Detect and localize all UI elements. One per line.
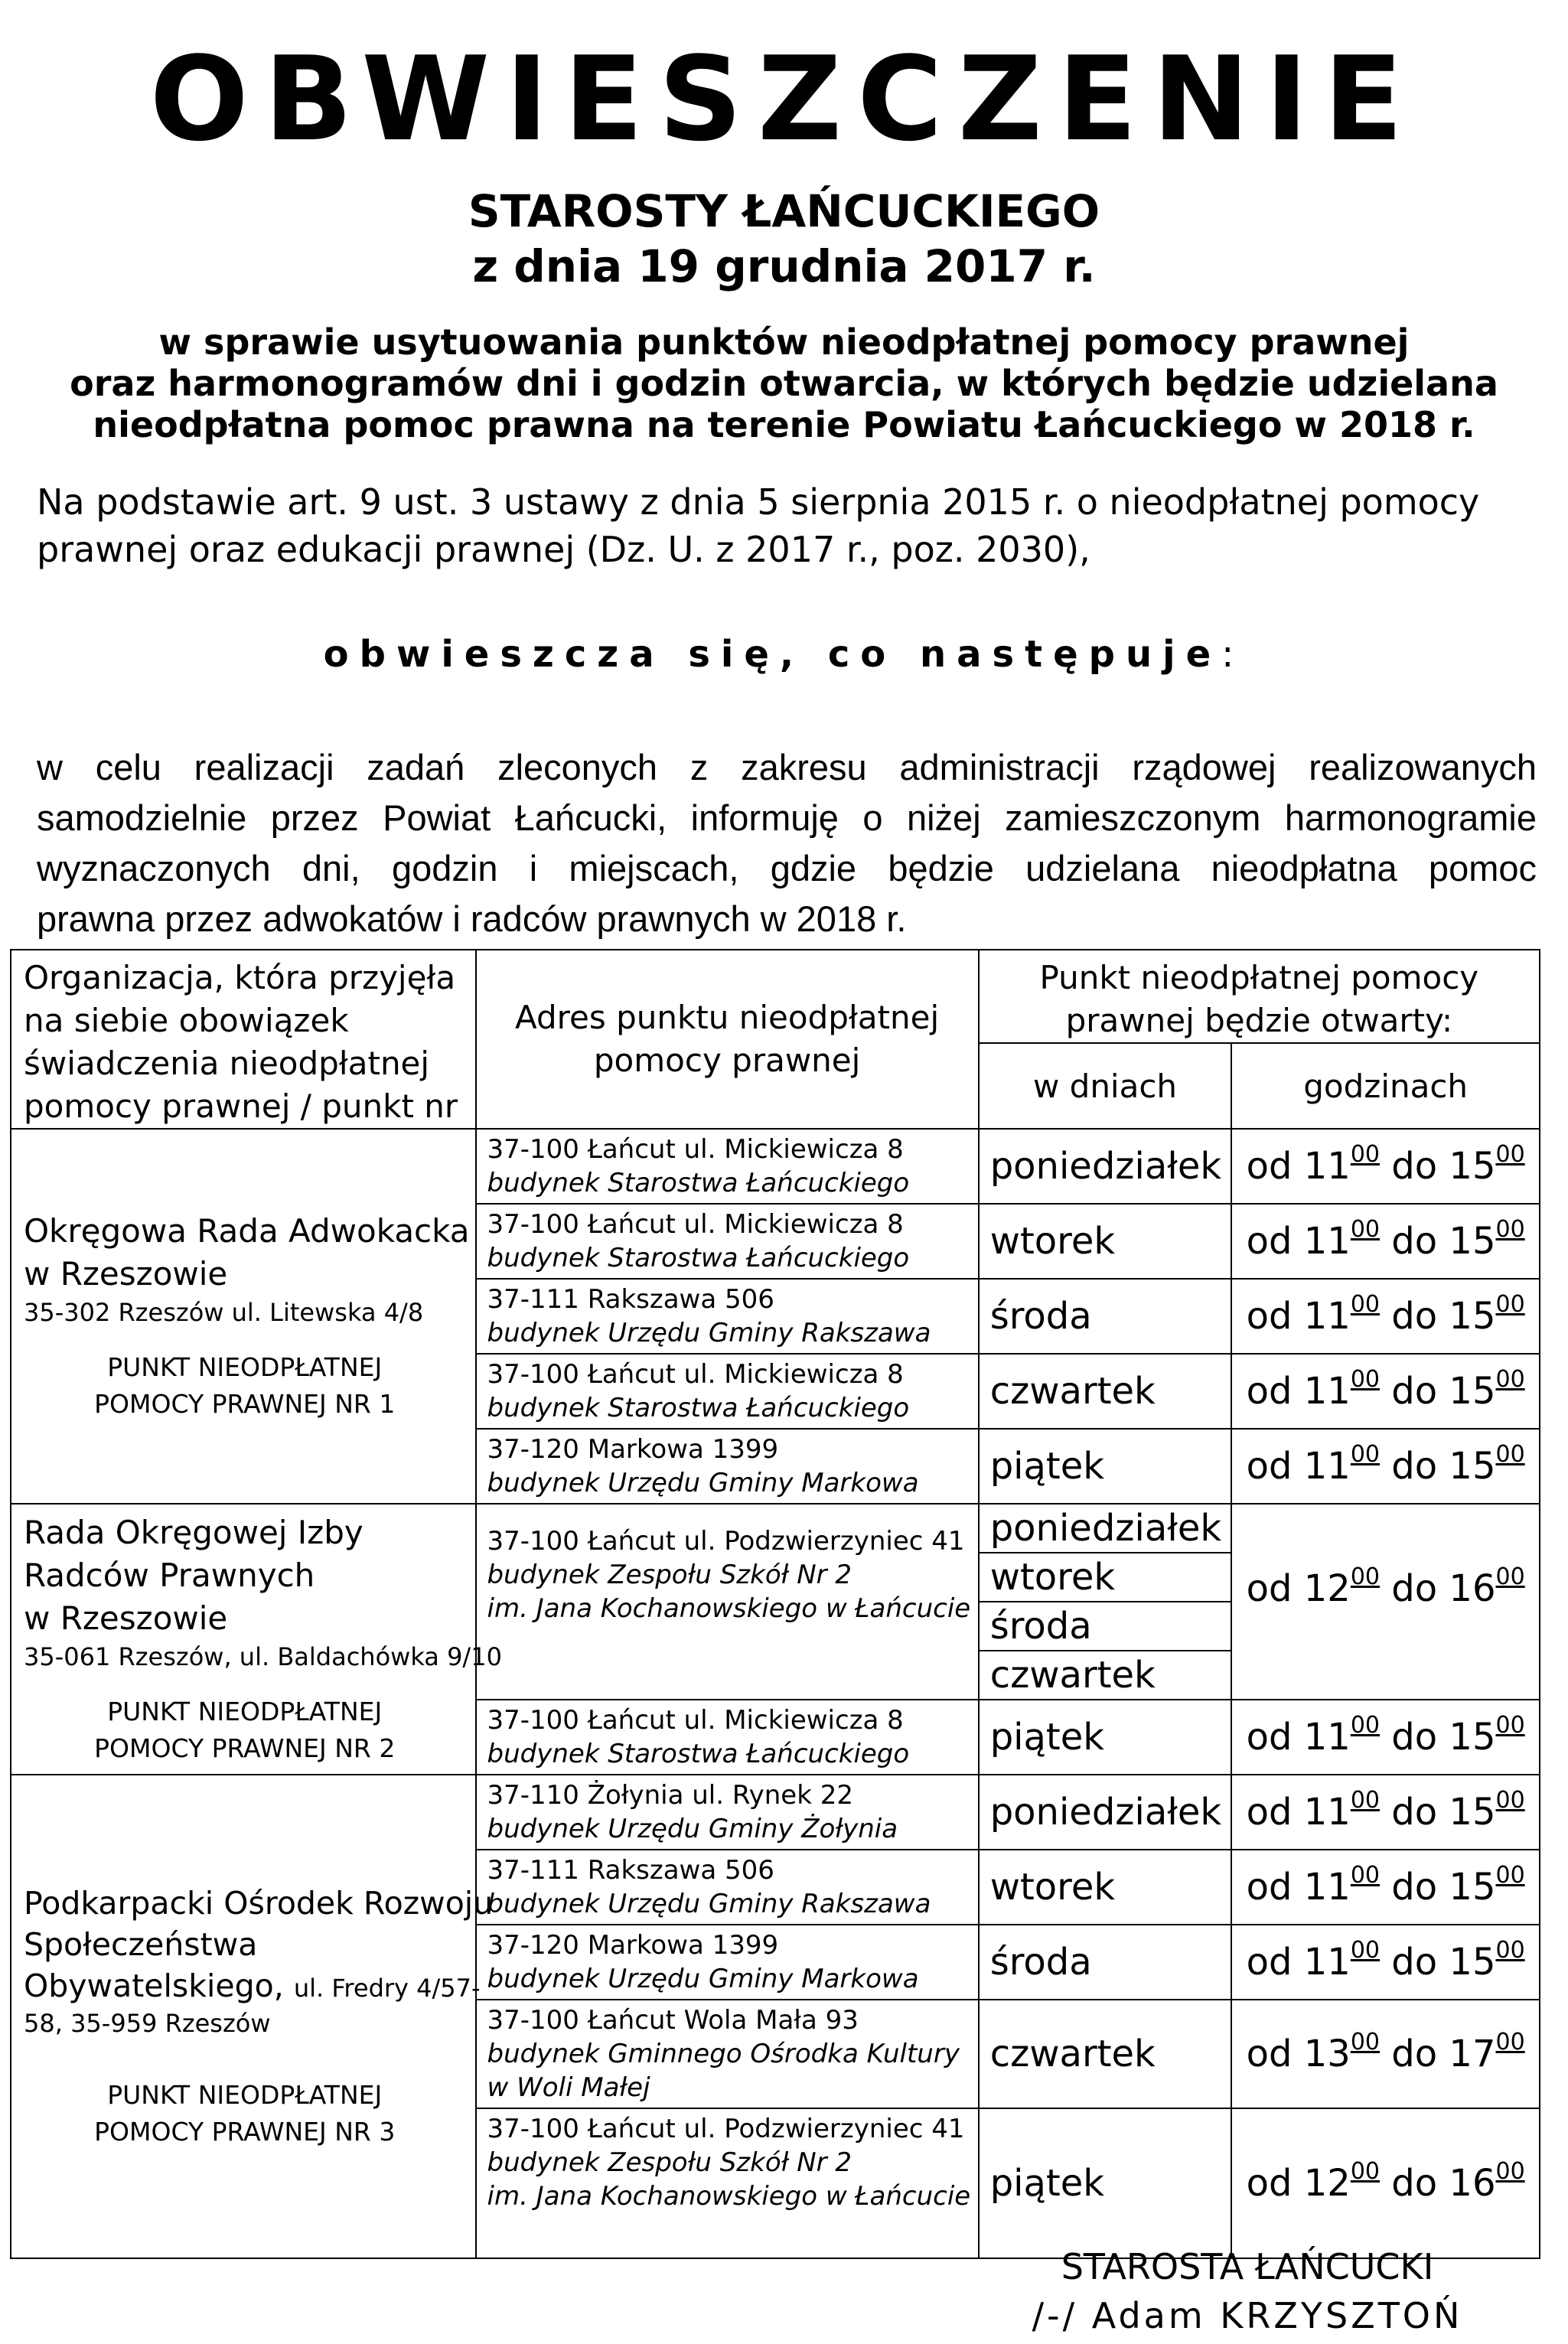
organization-name-address xyxy=(24,1965,481,2007)
hours-cell xyxy=(1231,2108,1540,2258)
location-building: budynek Urzędu Gminy Markowa xyxy=(487,1468,919,1498)
day-cell: środa xyxy=(979,1925,1232,2000)
header-line: pomocy prawnej / punkt nr xyxy=(24,1087,458,1125)
point-line: POMOCY PRAWNEJ NR 2 xyxy=(94,1733,396,1763)
hours-word: od xyxy=(1246,1220,1293,1263)
header-days: w dniach xyxy=(979,1043,1232,1129)
hours-minutes: 00 xyxy=(1495,1441,1525,1468)
subject-line: nieodpłatna pomoc prawna na terenie Powiatu Łańcuckiego w 2018 r. xyxy=(93,404,1475,445)
day-cell: czwartek xyxy=(989,1654,1156,1697)
document-date: z dnia 19 grudnia 2017 r. xyxy=(472,240,1096,292)
hours-minutes: 00 xyxy=(1495,1563,1525,1590)
hours-to: 15 xyxy=(1449,1445,1496,1488)
legal-basis-line: Na podstawie art. 9 ust. 3 ustawy z dnia 5 sierpnia 2015 r. o nieodpłatnej pomocy xyxy=(37,481,1480,523)
intro-line: samodzielnie przez Powiat Łańcucki, informuję o niżej zamieszczonym harmonogramie xyxy=(37,797,1537,838)
header-row xyxy=(11,950,1540,1043)
hours-cell xyxy=(1231,1354,1540,1429)
hours-minutes: 00 xyxy=(1495,1291,1525,1318)
hours-word: od xyxy=(1246,1716,1293,1759)
announcement-colon: : xyxy=(1221,633,1245,676)
location-cell xyxy=(476,1925,979,2000)
organization-cell xyxy=(11,1775,494,2258)
header-line: pomocy prawnej xyxy=(593,1042,861,1079)
day-cell: czwartek xyxy=(979,1354,1232,1429)
hours-from: 11 xyxy=(1303,1941,1351,1984)
hours-minutes: 00 xyxy=(1350,1216,1381,1243)
location-cell xyxy=(476,1429,979,1504)
location-cell xyxy=(476,1279,979,1354)
hours-word: od xyxy=(1246,1370,1293,1413)
header-line: na siebie obowiązek xyxy=(24,1002,349,1039)
point-line: POMOCY PRAWNEJ NR 3 xyxy=(94,2117,396,2147)
point-line: PUNKT NIEODPŁATNEJ xyxy=(107,1352,383,1382)
hours-minutes: 00 xyxy=(1350,1291,1381,1318)
day-cell: poniedziałek xyxy=(979,1775,1232,1850)
point-number xyxy=(24,2077,466,2150)
location-building: budynek Starostwa Łańcuckiego xyxy=(487,1243,910,1273)
hours-cell xyxy=(1231,1204,1540,1279)
hours-word: do xyxy=(1391,1145,1438,1188)
location-address: 37-100 Łańcut ul. Mickiewicza 8 xyxy=(487,1705,904,1736)
table-row xyxy=(11,1129,1540,1204)
hours-minutes: 00 xyxy=(1495,2158,1525,2185)
hours-word: od xyxy=(1246,1567,1293,1610)
day-cell: wtorek xyxy=(979,1850,1232,1925)
location-cell xyxy=(476,1129,979,1204)
hours-to: 15 xyxy=(1449,1791,1496,1834)
location-cell xyxy=(476,1354,979,1429)
location-building: budynek Urzędu Gminy Żołynia xyxy=(487,1814,898,1844)
hours-minutes: 00 xyxy=(1350,2158,1381,2185)
subject-line: w sprawie usytuowania punktów nieodpłatnej pomocy prawnej xyxy=(158,321,1410,363)
hours-word: do xyxy=(1391,1716,1438,1759)
hours-to: 15 xyxy=(1449,1220,1496,1263)
hours-from: 13 xyxy=(1303,2033,1351,2075)
intro-line: prawna przez adwokatów i radców prawnych w 2018 r. xyxy=(37,898,907,939)
hours-minutes: 00 xyxy=(1495,1712,1525,1739)
hours-word: do xyxy=(1391,1941,1438,1984)
intro-line: wyznaczonych dni, godzin i miejscach, gdzie będzie udzielana nieodpłatna pomoc xyxy=(37,848,1537,888)
day-cell: środa xyxy=(980,1602,1231,1651)
location-cell xyxy=(476,1775,979,1850)
header-line: świadczenia nieodpłatnej xyxy=(24,1045,430,1082)
day-cell: piątek xyxy=(979,1429,1232,1504)
day-cell: poniedziałek xyxy=(980,1505,1231,1553)
table-row xyxy=(11,1504,1540,1700)
location-building: budynek Starostwa Łańcuckiego xyxy=(487,1739,910,1769)
signature-name: /-/ Adam KRZYSZTOŃ xyxy=(1032,2295,1463,2336)
hours-from: 11 xyxy=(1303,1791,1351,1834)
hours-cell xyxy=(1231,1504,1540,1700)
location-cell xyxy=(476,2000,979,2108)
hours-to: 17 xyxy=(1449,2033,1496,2075)
hours-word: od xyxy=(1246,1791,1293,1834)
location-building: budynek Gminnego Ośrodka Kultury xyxy=(487,2039,960,2069)
organization-cell xyxy=(11,1504,502,1775)
hours-word: do xyxy=(1391,2033,1438,2075)
hours-from: 11 xyxy=(1303,1295,1351,1338)
legal-basis xyxy=(37,478,1537,573)
organization-address: ul. Fredry 4/57- xyxy=(293,1974,481,2003)
location-building: budynek Starostwa Łańcuckiego xyxy=(487,1393,910,1423)
hours-to: 15 xyxy=(1449,1370,1496,1413)
location-address: 37-110 Żołynia ul. Rynek 22 xyxy=(487,1780,853,1811)
signature xyxy=(1018,2242,1477,2340)
hours-from: 12 xyxy=(1303,1567,1351,1610)
hours-word: do xyxy=(1391,1866,1438,1909)
hours-word: od xyxy=(1246,1145,1293,1188)
header-line: Organizacja, która przyjęła xyxy=(24,959,456,996)
header-hours: godzinach xyxy=(1231,1043,1540,1129)
location-cell xyxy=(476,1850,979,1925)
organization-cell xyxy=(11,1129,476,1504)
header-address xyxy=(476,950,979,1129)
hours-to: 15 xyxy=(1449,1716,1496,1759)
hours-cell xyxy=(1231,1279,1540,1354)
subject xyxy=(0,321,1568,445)
location-address: 37-100 Łańcut ul. Mickiewicza 8 xyxy=(487,1209,904,1240)
document-title: OBWIESZCZENIE xyxy=(149,31,1419,167)
hours-minutes: 00 xyxy=(1495,1937,1525,1964)
organization-name: Radców Prawnych xyxy=(24,1557,315,1594)
intro-paragraph xyxy=(37,742,1537,944)
hours-minutes: 00 xyxy=(1350,1937,1381,1964)
hours-word: od xyxy=(1246,2033,1293,2075)
hours-from: 11 xyxy=(1303,1145,1351,1188)
hours-to: 16 xyxy=(1449,1567,1496,1610)
header-line: Punkt nieodpłatnej pomocy xyxy=(1039,959,1479,996)
hours-word: od xyxy=(1246,1866,1293,1909)
hours-minutes: 00 xyxy=(1350,2029,1381,2055)
organization-name: Obywatelskiego, xyxy=(24,1967,284,2004)
day-stack xyxy=(979,1504,1232,1700)
organization-address: 35-302 Rzeszów ul. Litewska 4/8 xyxy=(24,1298,424,1327)
hours-minutes: 00 xyxy=(1495,1787,1525,1814)
location-address: 37-100 Łańcut ul. Mickiewicza 8 xyxy=(487,1134,904,1165)
hours-to: 15 xyxy=(1449,1866,1496,1909)
location-building: budynek Urzędu Gminy Markowa xyxy=(487,1964,919,1994)
location-building: im. Jana Kochanowskiego w Łańcucie xyxy=(487,2181,971,2212)
organization-name: Społeczeństwa xyxy=(24,1926,258,1963)
hours-minutes: 00 xyxy=(1350,1141,1381,1168)
location-cell xyxy=(476,1204,979,1279)
day-cell: piątek xyxy=(979,1700,1232,1775)
header-organization xyxy=(11,950,476,1129)
location-building: budynek Zespołu Szkół Nr 2 xyxy=(487,2147,852,2178)
hours-word: od xyxy=(1246,1295,1293,1338)
signature-role: STAROSTA ŁAŃCUCKI xyxy=(1061,2246,1434,2287)
organization-name: w Rzeszowie xyxy=(24,1599,228,1637)
hours-minutes: 00 xyxy=(1495,1366,1525,1393)
day-cell: piątek xyxy=(979,2108,1232,2258)
hours-to: 16 xyxy=(1449,2162,1496,2205)
issuer: STAROSTY ŁAŃCUCKIEGO xyxy=(468,185,1100,237)
location-address: 37-120 Markowa 1399 xyxy=(487,1930,779,1961)
location-cell xyxy=(476,1504,979,1700)
location-building: im. Jana Kochanowskiego w Łańcucie xyxy=(487,1593,971,1624)
hours-to: 15 xyxy=(1449,1295,1496,1338)
hours-word: do xyxy=(1391,1567,1438,1610)
hours-from: 11 xyxy=(1303,1370,1351,1413)
hours-cell xyxy=(1231,2000,1540,2108)
organization-name: Okręgowa Rada Adwokacka xyxy=(24,1212,470,1250)
announcement xyxy=(0,628,1568,681)
organization-name: Podkarpacki Ośrodek Rozwoju xyxy=(24,1885,494,1922)
hours-from: 11 xyxy=(1303,1445,1351,1488)
intro-line: w celu realizacji zadań zleconych z zakresu administracji rządowej realizowanych xyxy=(37,747,1537,787)
hours-cell xyxy=(1231,1775,1540,1850)
hours-cell xyxy=(1231,1700,1540,1775)
location-address: 37-100 Łańcut ul. Podzwierzyniec 41 xyxy=(487,1526,965,1557)
location-address: 37-111 Rakszawa 506 xyxy=(487,1855,774,1886)
hours-minutes: 00 xyxy=(1495,1862,1525,1889)
hours-word: od xyxy=(1246,1941,1293,1984)
location-address: 37-100 Łańcut ul. Podzwierzyniec 41 xyxy=(487,2114,965,2144)
hours-to: 15 xyxy=(1449,1145,1496,1188)
hours-from: 11 xyxy=(1303,1866,1351,1909)
day-cell: środa xyxy=(979,1279,1232,1354)
hours-minutes: 00 xyxy=(1350,1787,1381,1814)
day-cell: wtorek xyxy=(979,1204,1232,1279)
point-line: PUNKT NIEODPŁATNEJ xyxy=(107,1697,383,1726)
header-line: prawnej będzie otwarty: xyxy=(1065,1002,1453,1039)
hours-minutes: 00 xyxy=(1350,1441,1381,1468)
location-building: budynek Urzędu Gminy Rakszawa xyxy=(487,1889,931,1919)
hours-from: 12 xyxy=(1303,2162,1351,2205)
point-number xyxy=(24,1349,466,1423)
announcement-text: obwieszcza się, co następuje xyxy=(323,633,1222,676)
location-cell xyxy=(476,2108,979,2258)
organization-address: 35-061 Rzeszów, ul. Baldachówka 9/10 xyxy=(24,1642,502,1671)
hours-minutes: 00 xyxy=(1350,1366,1381,1393)
hours-minutes: 00 xyxy=(1495,2029,1525,2055)
day-cell: wtorek xyxy=(980,1553,1231,1602)
hours-word: do xyxy=(1391,1791,1438,1834)
hours-cell xyxy=(1231,1925,1540,2000)
hours-from: 11 xyxy=(1303,1220,1351,1263)
hours-minutes: 00 xyxy=(1350,1712,1381,1739)
hours-word: do xyxy=(1391,1295,1438,1338)
organization-name: w Rzeszowie xyxy=(24,1255,228,1293)
point-number xyxy=(24,1694,466,1767)
hours-word: do xyxy=(1391,1445,1438,1488)
schedule-table xyxy=(10,949,1540,2259)
hours-word: do xyxy=(1391,1370,1438,1413)
hours-minutes: 00 xyxy=(1495,1141,1525,1168)
location-building: budynek Urzędu Gminy Rakszawa xyxy=(487,1318,931,1348)
hours-word: od xyxy=(1246,2162,1293,2205)
hours-word: od xyxy=(1246,1445,1293,1488)
hours-from: 11 xyxy=(1303,1716,1351,1759)
hours-minutes: 00 xyxy=(1350,1563,1381,1590)
location-address: 37-120 Markowa 1399 xyxy=(487,1434,779,1465)
location-address: 37-111 Rakszawa 506 xyxy=(487,1284,774,1315)
location-address: 37-100 Łańcut Wola Mała 93 xyxy=(487,2005,859,2036)
table-row xyxy=(11,1775,1540,1850)
hours-word: do xyxy=(1391,2162,1438,2205)
hours-cell xyxy=(1231,1429,1540,1504)
location-cell xyxy=(476,1700,979,1775)
hours-cell xyxy=(1231,1129,1540,1204)
location-building: budynek Zespołu Szkół Nr 2 xyxy=(487,1560,852,1590)
hours-cell xyxy=(1231,1850,1540,1925)
location-building: budynek Starostwa Łańcuckiego xyxy=(487,1168,910,1198)
point-line: POMOCY PRAWNEJ NR 1 xyxy=(94,1389,396,1419)
point-line: PUNKT NIEODPŁATNEJ xyxy=(107,2080,383,2110)
hours-minutes: 00 xyxy=(1495,1216,1525,1243)
legal-basis-line: prawnej oraz edukacji prawnej (Dz. U. z 2017 r., poz. 2030), xyxy=(37,529,1090,570)
day-cell: czwartek xyxy=(979,2000,1232,2108)
header-line: Adres punktu nieodpłatnej xyxy=(515,999,940,1036)
location-address: 37-100 Łańcut ul. Mickiewicza 8 xyxy=(487,1359,904,1390)
day-cell: poniedziałek xyxy=(979,1129,1232,1204)
subject-line: oraz harmonogramów dni i godzin otwarcia, w których będzie udzielana xyxy=(70,363,1498,404)
organization-name: Rada Okręgowej Izby xyxy=(24,1514,363,1551)
organization-address: 58, 35-959 Rzeszów xyxy=(24,2009,271,2038)
hours-minutes: 00 xyxy=(1350,1862,1381,1889)
header-open xyxy=(979,950,1540,1043)
hours-word: do xyxy=(1391,1220,1438,1263)
location-building: w Woli Małej xyxy=(487,2072,650,2103)
hours-to: 15 xyxy=(1449,1941,1496,1984)
